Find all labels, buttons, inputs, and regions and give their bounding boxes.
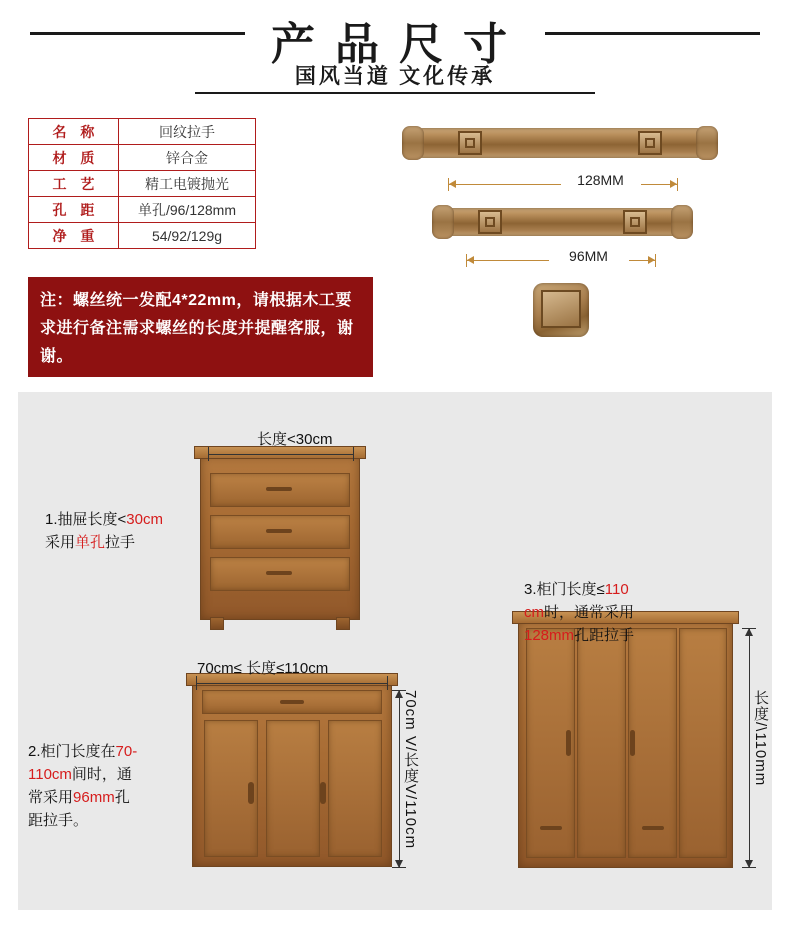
spec-value-hole-spacing: 单孔/96/128mm	[119, 197, 256, 223]
screw-note-box: 注：螺丝统一发配4*22mm，请根据木工要求进行备注需求螺丝的长度并提醒客服，谢谢。	[28, 277, 373, 377]
cabinet-note-line2-post: 间时，通	[71, 766, 132, 783]
title-char-1: 产	[271, 20, 327, 69]
wardrobe-illustration	[518, 620, 733, 868]
nightstand-width-label: 长度<30cm	[257, 431, 333, 448]
handle-128mm-dimension	[448, 172, 678, 192]
nightstand-illustration	[200, 455, 360, 620]
cabinet-note-highlight-3: 96mm	[73, 789, 115, 806]
spec-label-weight: 净 重	[29, 223, 119, 249]
handle-end-right-icon	[696, 126, 718, 160]
handle-end-left-icon	[402, 126, 424, 160]
wardrobe-note-highlight-2: cm	[524, 604, 544, 621]
wardrobe-note	[524, 578, 734, 647]
cabinet-note-line3-post: 孔	[114, 789, 130, 806]
table-row	[29, 197, 256, 223]
single-hole-knob-image	[533, 283, 589, 337]
table-row	[29, 145, 256, 171]
title-char-3: 尺	[399, 20, 455, 69]
handle-128mm-group	[400, 128, 720, 188]
spec-table	[28, 118, 256, 249]
nightstand-width-dimension	[208, 447, 354, 461]
handle-128mm-image	[416, 128, 704, 158]
spec-value-weight: 54/92/129g	[119, 223, 256, 249]
spec-label-name: 名 称	[29, 119, 119, 145]
wardrobe-note-highlight-1: 110	[604, 581, 629, 598]
handle-motif-right-icon	[638, 131, 662, 155]
cabinet-width-label: 70cm≤ 长度≤110cm	[197, 660, 329, 677]
wardrobe-note-line3-post: 孔距拉手	[574, 627, 635, 644]
handle-product-images	[395, 118, 765, 368]
cabinet-note-line4: 距拉手。	[28, 812, 89, 829]
handle-96mm-dimension	[466, 248, 656, 268]
handle-motif-left-icon	[458, 131, 482, 155]
nightstand-note-line2-post: 拉手	[105, 534, 136, 551]
handle-96mm-image	[446, 208, 679, 236]
handle-end-right-icon	[671, 205, 693, 239]
cabinet-note-pre: 2.柜门长度在	[28, 743, 116, 760]
table-row	[29, 171, 256, 197]
spec-value-name: 回纹拉手	[119, 119, 256, 145]
table-row	[29, 119, 256, 145]
table-row	[29, 223, 256, 249]
spec-label-material: 材 质	[29, 145, 119, 171]
spec-value-process: 精工电镀抛光	[119, 171, 256, 197]
nightstand-note-line2-highlight: 单孔	[75, 534, 106, 551]
cabinet-width-dimension	[196, 676, 388, 690]
handle-96mm-group	[430, 208, 695, 264]
cabinet-height-label: 70cm V/长度V/110cm	[402, 690, 419, 850]
nightstand-note-line2-pre: 采用	[45, 534, 76, 551]
header-underline	[195, 92, 595, 94]
cabinet-note-highlight-2: 110cm	[28, 766, 72, 783]
spec-label-hole-spacing: 孔 距	[29, 197, 119, 223]
wardrobe-note-highlight-3: 128mm	[524, 627, 575, 644]
handle-128mm-label: 128MM	[561, 172, 641, 188]
title-char-4: 寸	[463, 20, 519, 69]
nightstand-note-pre: 1.抽屉长度<	[45, 511, 127, 528]
cabinet-illustration	[192, 682, 392, 867]
handle-end-left-icon	[432, 205, 454, 239]
nightstand-note	[45, 508, 205, 554]
page-subtitle: 国风当道 文化传承	[294, 64, 496, 88]
cabinet-note	[28, 740, 188, 832]
title-char-2: 品	[335, 20, 391, 69]
page-header	[0, 0, 790, 100]
wardrobe-height-label: 长度/\110mm	[752, 690, 769, 787]
wardrobe-note-pre: 3.柜门长度≤	[524, 581, 605, 598]
handle-96mm-label: 96MM	[549, 248, 629, 264]
nightstand-note-highlight: 30cm	[126, 511, 163, 528]
handle-motif-left-icon	[478, 210, 502, 234]
cabinet-note-highlight-1: 70-	[115, 743, 138, 760]
cabinet-note-line3-pre: 常采用	[28, 789, 74, 806]
spec-label-process: 工 艺	[29, 171, 119, 197]
spec-value-material: 锌合金	[119, 145, 256, 171]
handle-motif-right-icon	[623, 210, 647, 234]
wardrobe-note-line2-post: 时，通常采用	[544, 604, 635, 621]
